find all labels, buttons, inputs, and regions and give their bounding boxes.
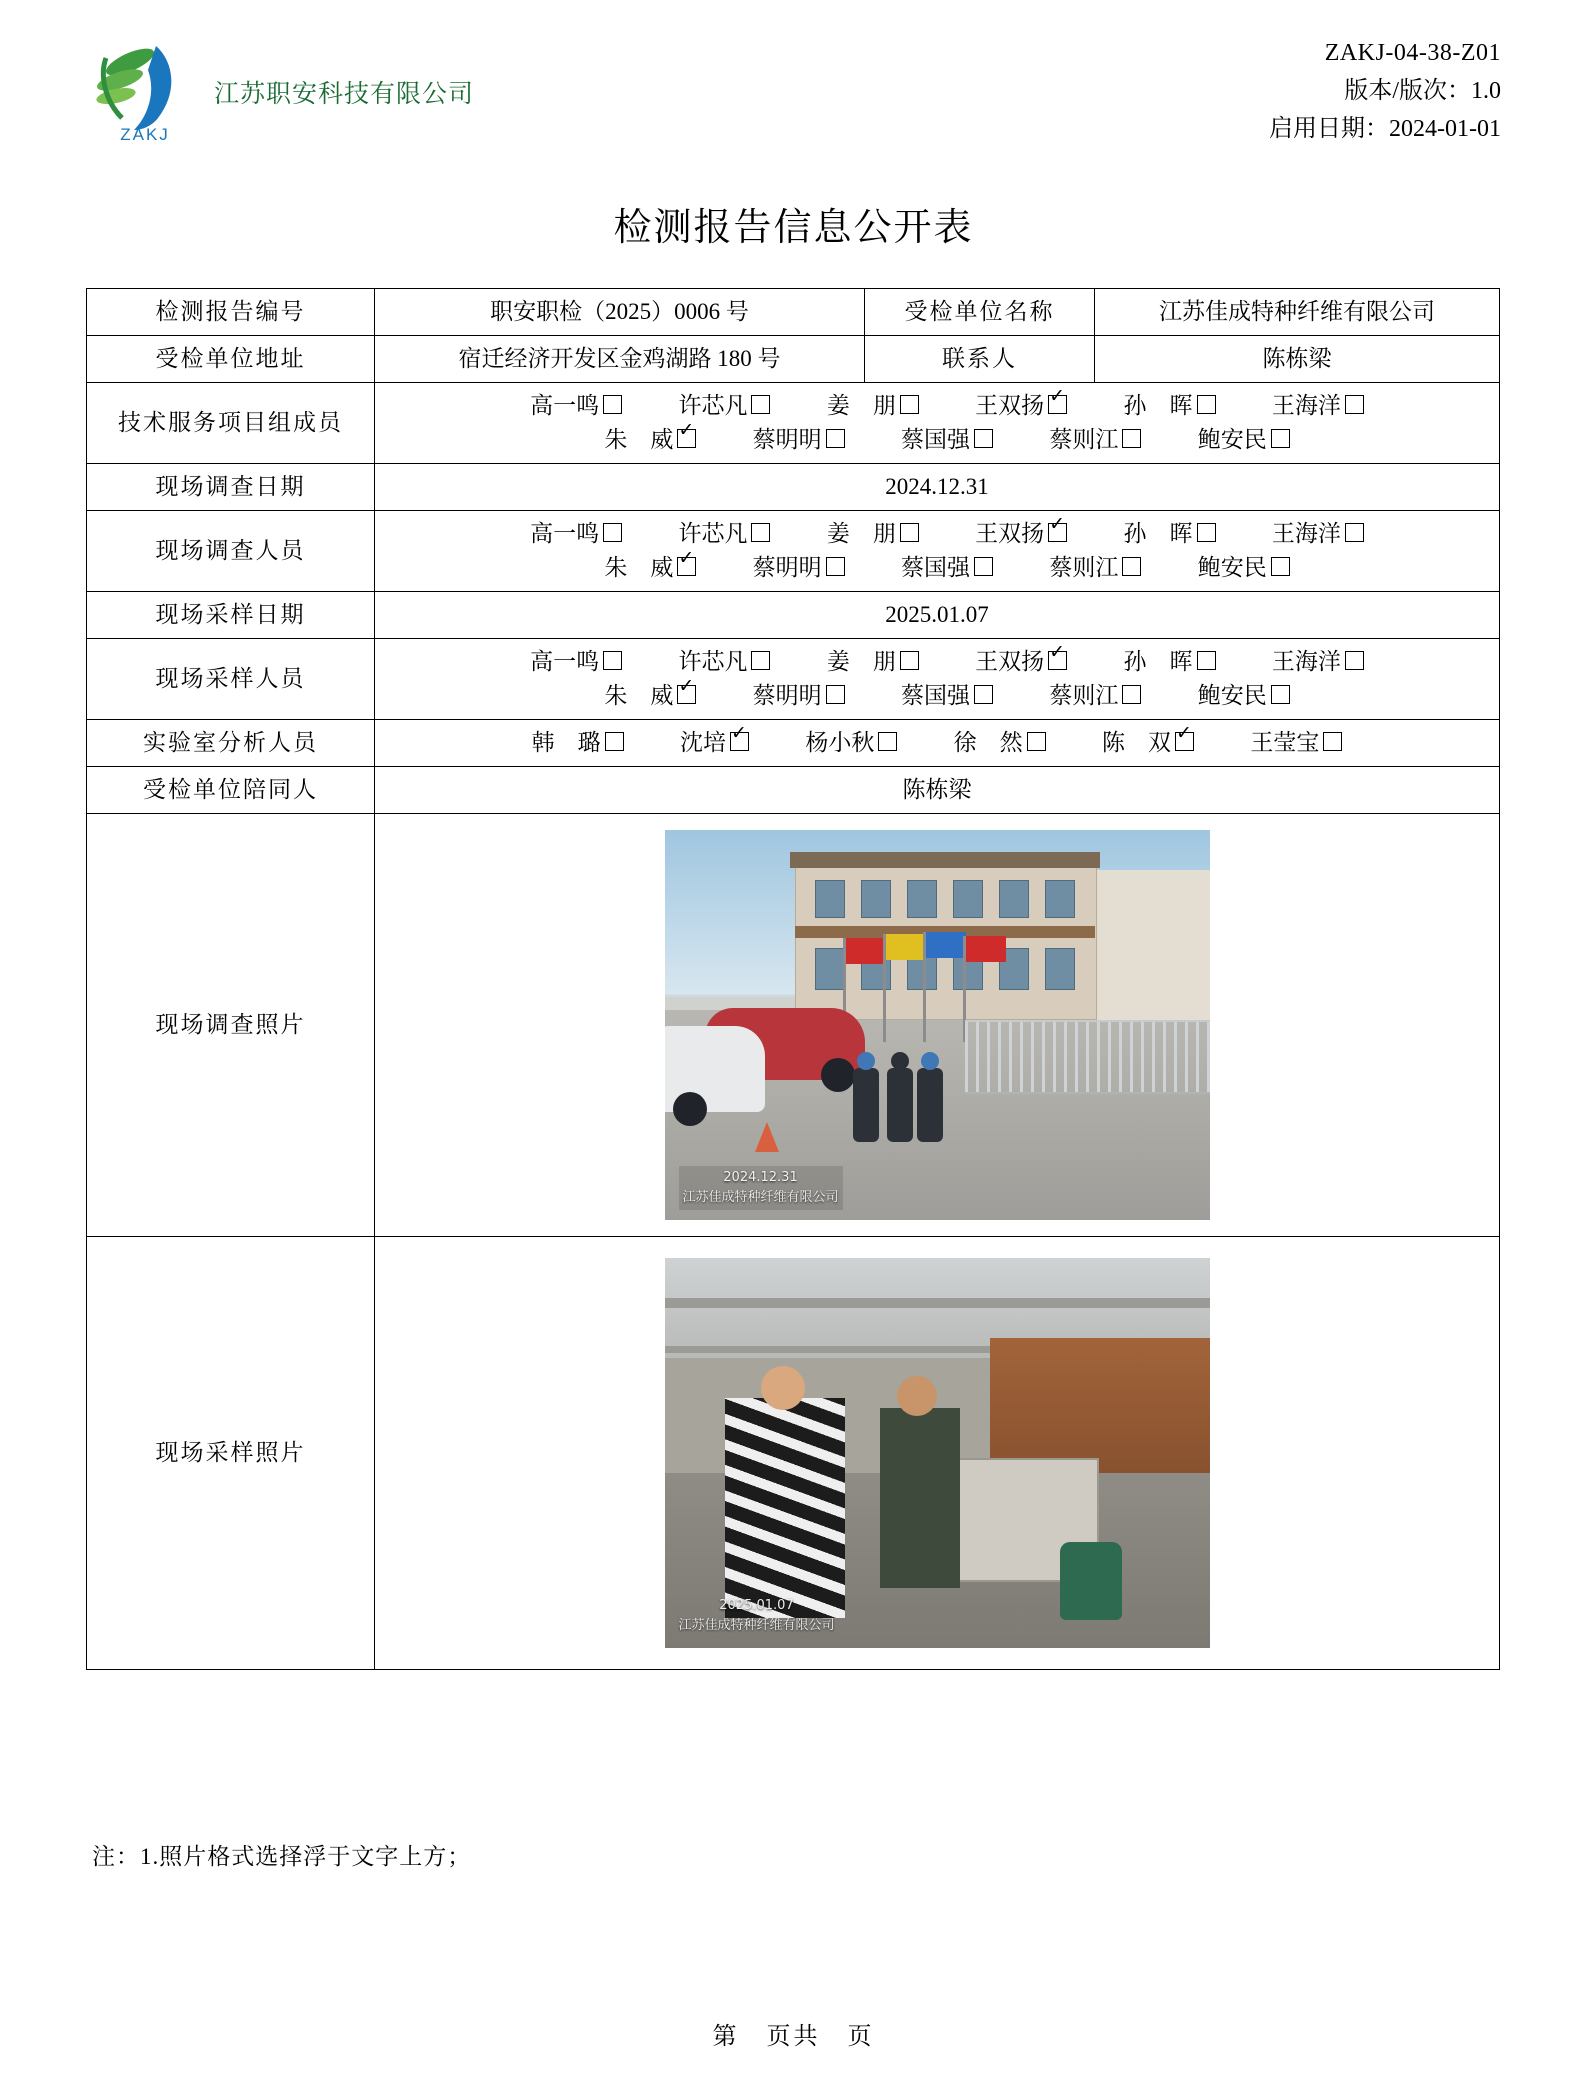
survey-name-4[interactable]: 孙 晖 — [1124, 517, 1216, 551]
checkbox-sampling-6 — [677, 685, 696, 704]
site-survey-photo — [665, 830, 1210, 1220]
survey-people-label: 现场调查人员 — [87, 511, 375, 592]
checkbox-survey-6 — [677, 557, 696, 576]
contact-value: 陈栋梁 — [1095, 336, 1500, 383]
page-title: 检测报告信息公开表 — [613, 207, 974, 249]
lab-name-4[interactable]: 陈 双 ✓ — [1102, 726, 1194, 760]
team-name-7[interactable]: 蔡明明 — [753, 423, 845, 457]
team-name-8[interactable]: 蔡国强 — [901, 423, 993, 457]
table-row — [87, 1237, 1500, 1670]
survey-name-9[interactable]: 蔡则江 — [1049, 551, 1141, 585]
team-names-line-1 — [403, 389, 1491, 423]
sampling-photo-stamp — [679, 1596, 835, 1636]
team-names-line-2 — [403, 423, 1491, 457]
survey-names-line-1 — [403, 517, 1491, 551]
table-row — [87, 639, 1500, 720]
checkbox-sampling-10 — [1271, 685, 1290, 704]
escort-label: 受检单位陪同人 — [87, 767, 375, 814]
checkbox-team-6 — [677, 429, 696, 448]
table-row — [87, 814, 1500, 1237]
survey-name-5[interactable]: 王海洋 — [1272, 517, 1364, 551]
checkbox-team-1 — [751, 395, 770, 414]
checkbox-team-7 — [826, 429, 845, 448]
checkbox-team-0 — [603, 395, 622, 414]
escort-value: 陈栋梁 — [375, 767, 1500, 814]
checkbox-sampling-3 — [1048, 651, 1067, 670]
survey-photo-stamp — [679, 1166, 843, 1210]
page-footer: 第 页共 页 — [712, 2024, 875, 2050]
checkbox-survey-7 — [826, 557, 845, 576]
lab-checkbox-group[interactable] — [375, 720, 1500, 767]
company-logo-block — [86, 40, 474, 144]
checkbox-survey-1 — [751, 523, 770, 542]
survey-name-7[interactable]: 蔡明明 — [753, 551, 845, 585]
sampling-names-line-2 — [403, 679, 1491, 713]
table-row — [87, 383, 1500, 464]
table-row — [87, 336, 1500, 383]
checkbox-team-10 — [1271, 429, 1290, 448]
checkbox-team-5 — [1345, 395, 1364, 414]
header-meta — [1269, 34, 1501, 148]
sampling-name-0[interactable]: 高一鸣 — [530, 645, 622, 679]
checkbox-sampling-9 — [1122, 685, 1141, 704]
survey-name-1[interactable]: 许芯凡 — [678, 517, 770, 551]
team-name-6[interactable]: 朱 威 ✓ — [604, 423, 696, 457]
checkbox-sampling-2 — [900, 651, 919, 670]
sampling-name-2[interactable]: 姜 朋 — [827, 645, 919, 679]
table-row — [87, 511, 1500, 592]
checkbox-survey-3 — [1048, 523, 1067, 542]
checkbox-survey-0 — [603, 523, 622, 542]
client-addr-value: 宿迁经济开发区金鸡湖路 180 号 — [375, 336, 865, 383]
sampling-name-9[interactable]: 蔡则江 — [1049, 679, 1141, 713]
client-name-label: 受检单位名称 — [865, 289, 1095, 336]
survey-date-label: 现场调查日期 — [87, 464, 375, 511]
checkbox-team-4 — [1197, 395, 1216, 414]
checkbox-survey-4 — [1197, 523, 1216, 542]
sampling-date-label: 现场采样日期 — [87, 592, 375, 639]
contact-label: 联系人 — [865, 336, 1095, 383]
sampling-name-7[interactable]: 蔡明明 — [753, 679, 845, 713]
checkbox-survey-8 — [974, 557, 993, 576]
lab-name-3[interactable]: 徐 然 — [954, 726, 1046, 760]
checkbox-sampling-5 — [1345, 651, 1364, 670]
checkbox-sampling-4 — [1197, 651, 1216, 670]
sampling-names-line-1 — [403, 645, 1491, 679]
checkbox-team-3 — [1048, 395, 1067, 414]
footnote: 注：1.照片格式选择浮于文字上方； — [92, 1844, 472, 1869]
doc-code: ZAKJ-04-38-Z01 — [1324, 40, 1501, 66]
team-checkbox-group[interactable] — [375, 383, 1500, 464]
doc-effective-date: 启用日期：2024-01-01 — [1269, 116, 1501, 142]
survey-name-2[interactable]: 姜 朋 — [827, 517, 919, 551]
checkbox-lab-5 — [1323, 732, 1342, 751]
sampling-name-3[interactable]: 王双扬 ✓ — [975, 645, 1067, 679]
survey-photo-stamp-date: 2024.12.31 — [723, 1170, 798, 1185]
sampling-name-5[interactable]: 王海洋 — [1272, 645, 1364, 679]
report-no-value: 职安职检（2025）0006 号 — [375, 289, 865, 336]
survey-name-10[interactable]: 鲍安民 — [1198, 551, 1290, 585]
lab-name-1[interactable]: 沈培 ✓ — [680, 726, 749, 760]
company-name: 江苏职安科技有限公司 — [214, 80, 475, 108]
sampling-name-1[interactable]: 许芯凡 — [678, 645, 770, 679]
client-name-value: 江苏佳成特种纤维有限公司 — [1095, 289, 1500, 336]
sampling-name-6[interactable]: 朱 威 ✓ — [604, 679, 696, 713]
sampling-name-8[interactable]: 蔡国强 — [901, 679, 993, 713]
document-header — [86, 34, 1501, 154]
site-sampling-photo — [665, 1258, 1210, 1648]
team-name-0[interactable]: 高一鸣 — [530, 389, 622, 423]
sampling-photo-stamp-text: 江苏佳成特种纤维有限公司 — [678, 1618, 835, 1633]
svg-text:ZAKJ: ZAKJ — [120, 125, 170, 144]
lab-label: 实验室分析人员 — [87, 720, 375, 767]
survey-date-value: 2024.12.31 — [375, 464, 1500, 511]
report-info-table — [86, 288, 1500, 1670]
checkbox-survey-9 — [1122, 557, 1141, 576]
survey-names-line-2 — [403, 551, 1491, 585]
checkbox-survey-2 — [900, 523, 919, 542]
team-label: 技术服务项目组成员 — [87, 383, 375, 464]
checkbox-lab-1 — [730, 732, 749, 751]
report-no-label: 检测报告编号 — [87, 289, 375, 336]
survey-name-3[interactable]: 王双扬 ✓ — [975, 517, 1067, 551]
team-name-5[interactable]: 王海洋 — [1272, 389, 1364, 423]
checkbox-lab-3 — [1027, 732, 1046, 751]
table-row — [87, 289, 1500, 336]
checkbox-team-2 — [900, 395, 919, 414]
zakj-logo-icon — [86, 40, 204, 144]
survey-photo-label: 现场调查照片 — [87, 814, 375, 1237]
checkbox-team-9 — [1122, 429, 1141, 448]
checkbox-sampling-8 — [974, 685, 993, 704]
sampling-name-10[interactable]: 鲍安民 — [1198, 679, 1290, 713]
survey-photo-stamp-text: 江苏佳成特种纤维有限公司 — [682, 1190, 839, 1205]
checkbox-lab-0 — [605, 732, 624, 751]
table-row — [87, 592, 1500, 639]
team-name-10[interactable]: 鲍安民 — [1198, 423, 1290, 457]
checkbox-lab-4 — [1175, 732, 1194, 751]
survey-name-0[interactable]: 高一鸣 — [530, 517, 622, 551]
lab-name-5[interactable]: 王莹宝 — [1250, 726, 1342, 760]
team-name-1[interactable]: 许芯凡 — [678, 389, 770, 423]
checkbox-survey-10 — [1271, 557, 1290, 576]
sampling-photo-label: 现场采样照片 — [87, 1237, 375, 1670]
sampling-photo-cell — [375, 1237, 1500, 1670]
checkbox-team-8 — [974, 429, 993, 448]
lab-name-2[interactable]: 杨小秋 — [805, 726, 897, 760]
table-row — [87, 464, 1500, 511]
survey-name-6[interactable]: 朱 威 ✓ — [604, 551, 696, 585]
sampling-checkbox-group[interactable] — [375, 639, 1500, 720]
team-name-3[interactable]: 王双扬 ✓ — [975, 389, 1067, 423]
team-name-4[interactable]: 孙 晖 — [1124, 389, 1216, 423]
sampling-photo-stamp-date: 2025.01.07 — [719, 1598, 794, 1613]
survey-checkbox-group[interactable] — [375, 511, 1500, 592]
team-name-2[interactable]: 姜 朋 — [827, 389, 919, 423]
sampling-date-value: 2025.01.07 — [375, 592, 1500, 639]
doc-version: 版本/版次：1.0 — [1344, 78, 1501, 104]
checkbox-sampling-1 — [751, 651, 770, 670]
team-name-9[interactable]: 蔡则江 — [1049, 423, 1141, 457]
client-addr-label: 受检单位地址 — [87, 336, 375, 383]
sampling-name-4[interactable]: 孙 晖 — [1124, 645, 1216, 679]
checkbox-survey-5 — [1345, 523, 1364, 542]
checkbox-sampling-0 — [603, 651, 622, 670]
checkbox-sampling-7 — [826, 685, 845, 704]
survey-name-8[interactable]: 蔡国强 — [901, 551, 993, 585]
table-row — [87, 767, 1500, 814]
table-row — [87, 720, 1500, 767]
checkbox-lab-2 — [878, 732, 897, 751]
survey-photo-cell — [375, 814, 1500, 1237]
lab-name-0[interactable]: 韩 璐 — [532, 726, 624, 760]
sampling-people-label: 现场采样人员 — [87, 639, 375, 720]
